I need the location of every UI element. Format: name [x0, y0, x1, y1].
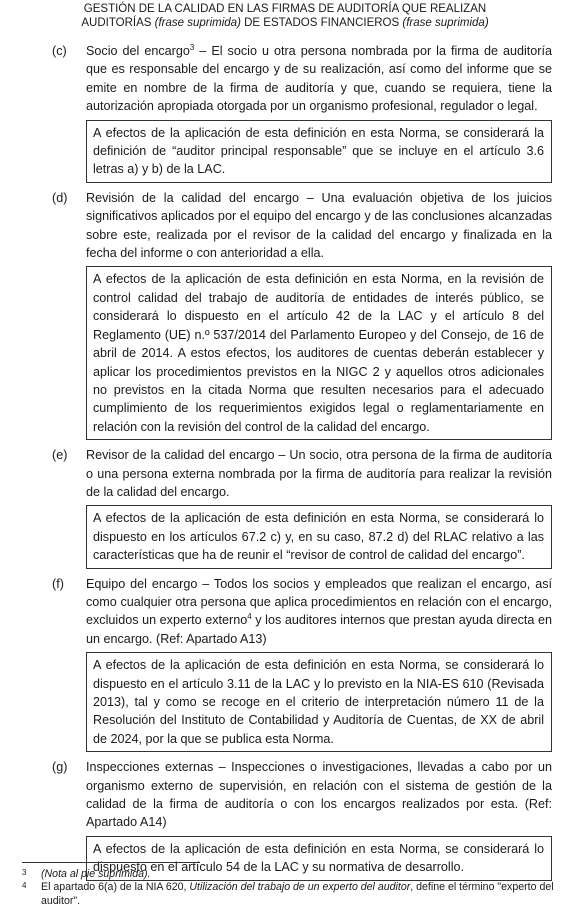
- definition-note-box: A efectos de la aplicación de esta definición en esta Norma, se considerará lo dispuesto en el artículo 3.11 de la LAC y lo previsto en la NIA-ES 610 (Revisada 2013), tal y como se recoge en el criterio de interpretación número 11 de la Resolución del Instituto de Contabilidad y Auditoría de Cuentas, de XX de abril de 2024, por la que se publica esta Norma.: [86, 652, 552, 752]
- footnote-title: Utilización del trabajo de un experto del auditor: [189, 881, 411, 894]
- footnote-text-cont: , define el término "experto del auditor".: [41, 881, 554, 907]
- definition-term: Socio del encargo: [86, 44, 190, 58]
- footnote-number: 3: [22, 868, 27, 877]
- footnote-text: (Nota al pie suprimida).: [41, 868, 151, 880]
- footnote-4: [22, 881, 557, 908]
- definition-note-box: A efectos de la aplicación de esta definición en esta Norma, en la revisión de control calidad del trabajo de auditoría de entidades de interés público, se considerará lo dispuesto en el artículo 42 de la LAC y el artículo 8 del Reglamento (UE) n.º 537/2014 del Parlamento Europeo y del Consejo, de 16 de abril de 2014. A estos efectos, los auditores de cuentas deberán establecer y aplicar los procedimientos previstos en la NIGC 2 y aquellos otros adicionales no previstos en la citada Norma que resulten necesarios para el adecuado cumplimiento de los requerimientos exigidos legal o reglamentariamente en relación con la revisión del control de la calidad del encargo.: [86, 266, 552, 440]
- definition-d: [52, 189, 552, 263]
- definition-text-cont: y los auditores internos que prestan ayuda directa en un encargo. (Ref: Apartado A13): [86, 613, 552, 646]
- footnote-3: [22, 868, 557, 881]
- definition-note-box: A efectos de la aplicación de esta definición en esta Norma, se considerará lo dispuesto en el artículo 54 de la LAC y su normativa de desarrollo.: [86, 836, 552, 881]
- definition-letter: (e): [52, 448, 68, 463]
- definition-text: Inspecciones externas – Inspecciones o investigaciones, llevadas a cabo por un organismo externo de supervisión, en relación con el sistema de gestión de la calidad de la firma de auditoría o con los encargos realizados por esta. (Ref: Apartado A14): [86, 760, 552, 830]
- definition-letter: (f): [52, 576, 64, 591]
- definition-note-box: A efectos de la aplicación de esta definición en esta Norma, se considerará la definición de “auditor principal responsable” que se incluye en el artículo 3.6 letras a) y b) de la LAC.: [86, 120, 552, 183]
- definition-c: [52, 42, 552, 116]
- definition-letter: (g): [52, 760, 68, 775]
- definition-text: Revisor de la calidad del encargo – Un socio, otra persona de la firma de auditoría o una persona externa nombrada por la firma de auditoría para realizar la revisión de la calidad del encargo.: [86, 448, 552, 499]
- page-header: [0, 2, 570, 30]
- footnote-ref[interactable]: 3: [189, 42, 195, 52]
- definition-note-box: A efectos de la aplicación de esta definición en esta Norma, se considerará lo dispuesto en los artículos 67.2 c) y, en su caso, 87.2 d) del RLAC relativo a las características que ha de reunir el “revisor de control de calidad del encargo”.: [86, 505, 552, 568]
- definition-f: [52, 575, 552, 649]
- definition-g: [52, 758, 552, 832]
- footnotes: [22, 862, 557, 908]
- definition-letter: (d): [52, 190, 68, 205]
- definition-text: – El socio u otra persona nombrada por la firma de auditoría que es responsable del encargo y de su realización, así como del informe que se emite en nombre de la firma de auditoría y que, cuando se requiera, tiene la autorización apropiada otorgada por un organismo profesional, regulador o legal.: [86, 44, 552, 114]
- definition-text: Equipo del encargo – Todos los socios y empleados que realizan el encargo, así como cualquier otra persona que aplica procedimientos en relación con el encargo, excluidos un experto externo: [86, 576, 552, 628]
- definitions-list: [52, 42, 552, 887]
- definition-text: Revisión de la calidad del encargo – Una evaluación objetiva de los juicios significativos aplicados por el equipo del encargo y de las conclusiones alcanzadas sobre este, realizada por el revisor de la calidad del encargo y finalizada en la fecha del informe o con anterioridad a ella.: [86, 190, 552, 261]
- footnote-divider: [22, 862, 200, 863]
- header-line-2: AUDITORÍAS (frase suprimida) DE ESTADOS FINANCIEROS (frase suprimida): [81, 17, 489, 29]
- footnote-number: 4: [22, 881, 27, 891]
- footnote-text: El apartado 6(a) de la NIA 620,: [41, 881, 190, 894]
- footnote-ref[interactable]: 4: [247, 612, 252, 622]
- header-line-1: GESTIÓN DE LA CALIDAD EN LAS FIRMAS DE AUDITORÍA QUE REALIZAN: [83, 3, 487, 15]
- definition-e: [52, 446, 552, 501]
- definition-letter: (c): [52, 44, 67, 58]
